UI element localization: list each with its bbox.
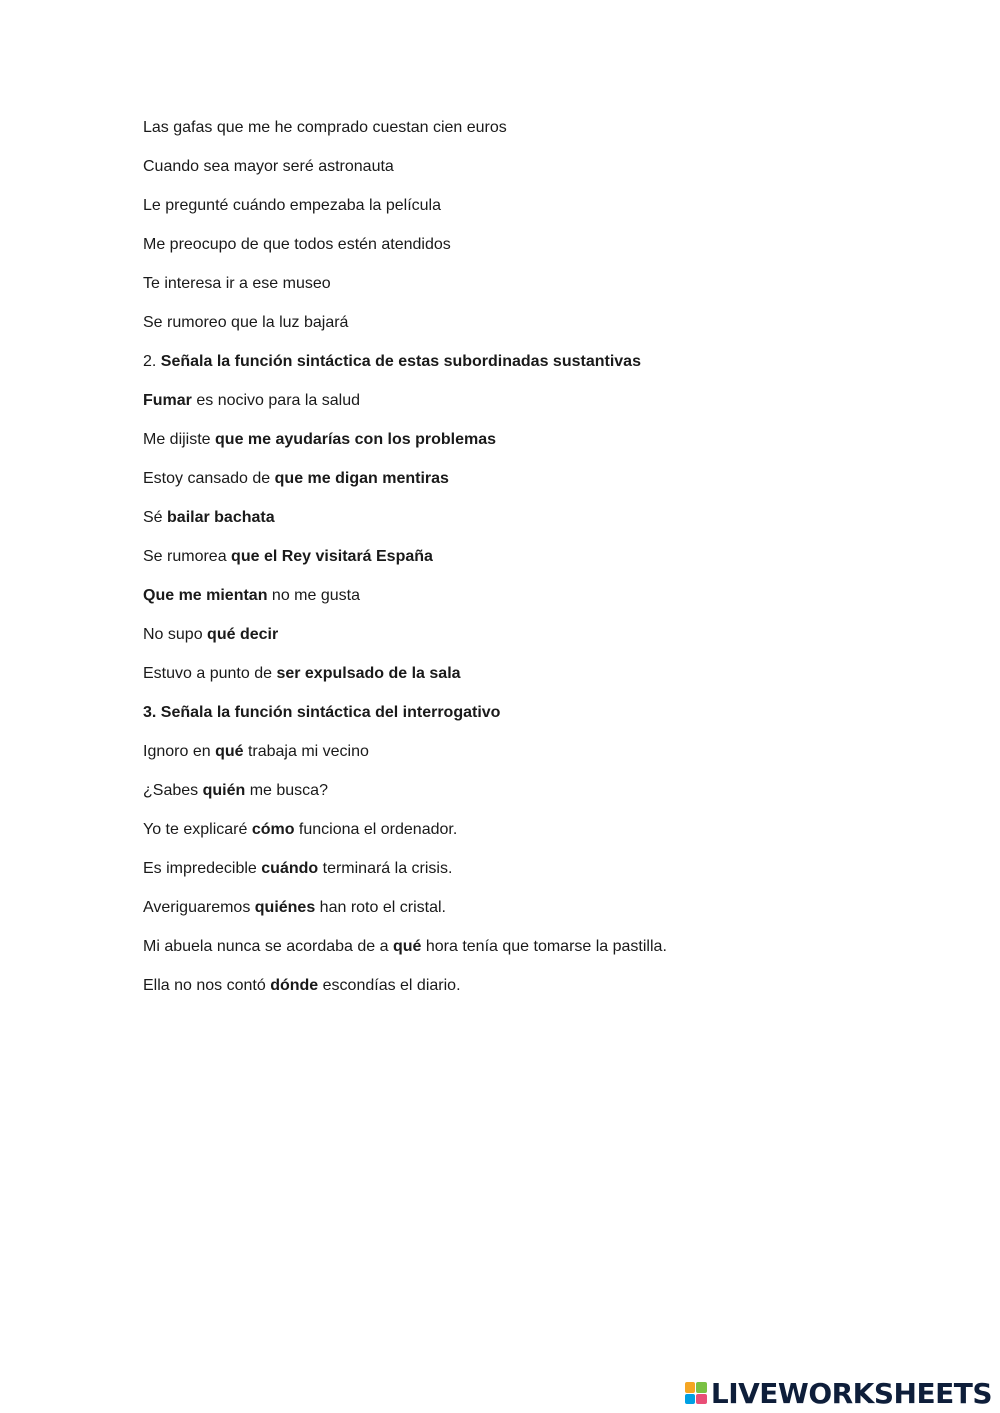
text: Te interesa ir a ese museo [143, 275, 331, 292]
text: terminará la crisis. [318, 860, 453, 877]
worksheet-line [143, 742, 369, 762]
bold-text: Que me mientan [143, 587, 268, 604]
logo-square-4 [696, 1394, 707, 1405]
text: Estuvo a punto de [143, 665, 277, 682]
bold-text: cómo [251, 821, 295, 838]
bold-text: que el Rey visitará España [231, 548, 433, 565]
worksheet-line [143, 352, 641, 372]
worksheet-line [143, 469, 449, 489]
text: Estoy cansado de [143, 470, 275, 487]
text: ¿Sabes [143, 782, 203, 799]
liveworksheets-logo-icon [685, 1382, 707, 1404]
text: Le pregunté cuándo empezaba la película [143, 197, 441, 214]
bold-text: Fumar [143, 392, 192, 409]
bold-text: Señala la función sintáctica de estas subordinadas sustantivas [160, 353, 641, 370]
text: Cuando sea mayor seré astronauta [143, 158, 394, 175]
bold-text: que me ayudarías con los problemas [215, 431, 497, 448]
worksheet-line [143, 625, 278, 645]
text: Se rumorea [143, 548, 232, 565]
worksheet-line [143, 703, 500, 723]
text: Sé [143, 509, 168, 526]
text: Yo te explicaré [143, 821, 252, 838]
text: Ignoro en [143, 743, 216, 760]
logo-square-2 [696, 1382, 707, 1393]
worksheet-line [143, 508, 275, 528]
worksheet-line [143, 157, 394, 177]
text: Averiguaremos [143, 899, 255, 916]
bold-text: que me digan mentiras [274, 470, 449, 487]
logo-square-1 [685, 1382, 696, 1393]
worksheet-line [143, 586, 360, 606]
worksheet-line [143, 196, 441, 216]
bold-text: ser expulsado de la sala [276, 665, 461, 682]
bold-text: dónde [270, 977, 319, 994]
bold-text: qué [215, 743, 244, 760]
logo-square-3 [685, 1394, 696, 1405]
text: Las gafas que me he comprado cuestan cien euros [143, 119, 507, 136]
worksheet-line [143, 118, 507, 138]
worksheet-line [143, 859, 452, 879]
text: hora tenía que tomarse la pastilla. [421, 938, 667, 955]
worksheet-line [143, 313, 348, 333]
bold-text: quiénes [254, 899, 316, 916]
worksheet-line [143, 547, 433, 567]
text: me busca? [245, 782, 328, 799]
text: Me preocupo de que todos estén atendidos [143, 236, 451, 253]
worksheet-line [143, 430, 496, 450]
worksheet-line [143, 391, 360, 411]
text: es nocivo para la salud [191, 392, 361, 409]
bold-text: bailar bachata [167, 509, 275, 526]
worksheet-line [143, 664, 461, 684]
logo-text: LIVEWORKSHEETS [710, 1376, 992, 1410]
worksheet-line [143, 898, 446, 918]
text: funciona el ordenador. [294, 821, 458, 838]
text: Me dijiste [143, 431, 216, 448]
worksheet-line [143, 274, 331, 294]
liveworksheets-logo [685, 1376, 992, 1410]
text: 2. [143, 353, 161, 370]
worksheet-line [143, 937, 667, 957]
text: Se rumoreo que la luz bajará [143, 314, 349, 331]
text: Mi abuela nunca se acordaba de a [143, 938, 393, 955]
text: No supo [143, 626, 208, 643]
text: no me gusta [267, 587, 360, 604]
text: Es impredecible [143, 860, 262, 877]
worksheet-line [143, 781, 328, 801]
text: trabaja mi vecino [243, 743, 369, 760]
worksheet-line [143, 976, 461, 996]
bold-text: qué [392, 938, 422, 955]
bold-text: qué decir [207, 626, 279, 643]
bold-text: cuándo [261, 860, 319, 877]
text: Ella no nos contó [143, 977, 271, 994]
bold-text: quién [202, 782, 246, 799]
text: escondías el diario. [318, 977, 461, 994]
worksheet-line [143, 235, 451, 255]
bold-text: 3. Señala la función sintáctica del interrogativo [143, 704, 501, 721]
worksheet-line [143, 820, 457, 840]
text: han roto el cristal. [315, 899, 446, 916]
